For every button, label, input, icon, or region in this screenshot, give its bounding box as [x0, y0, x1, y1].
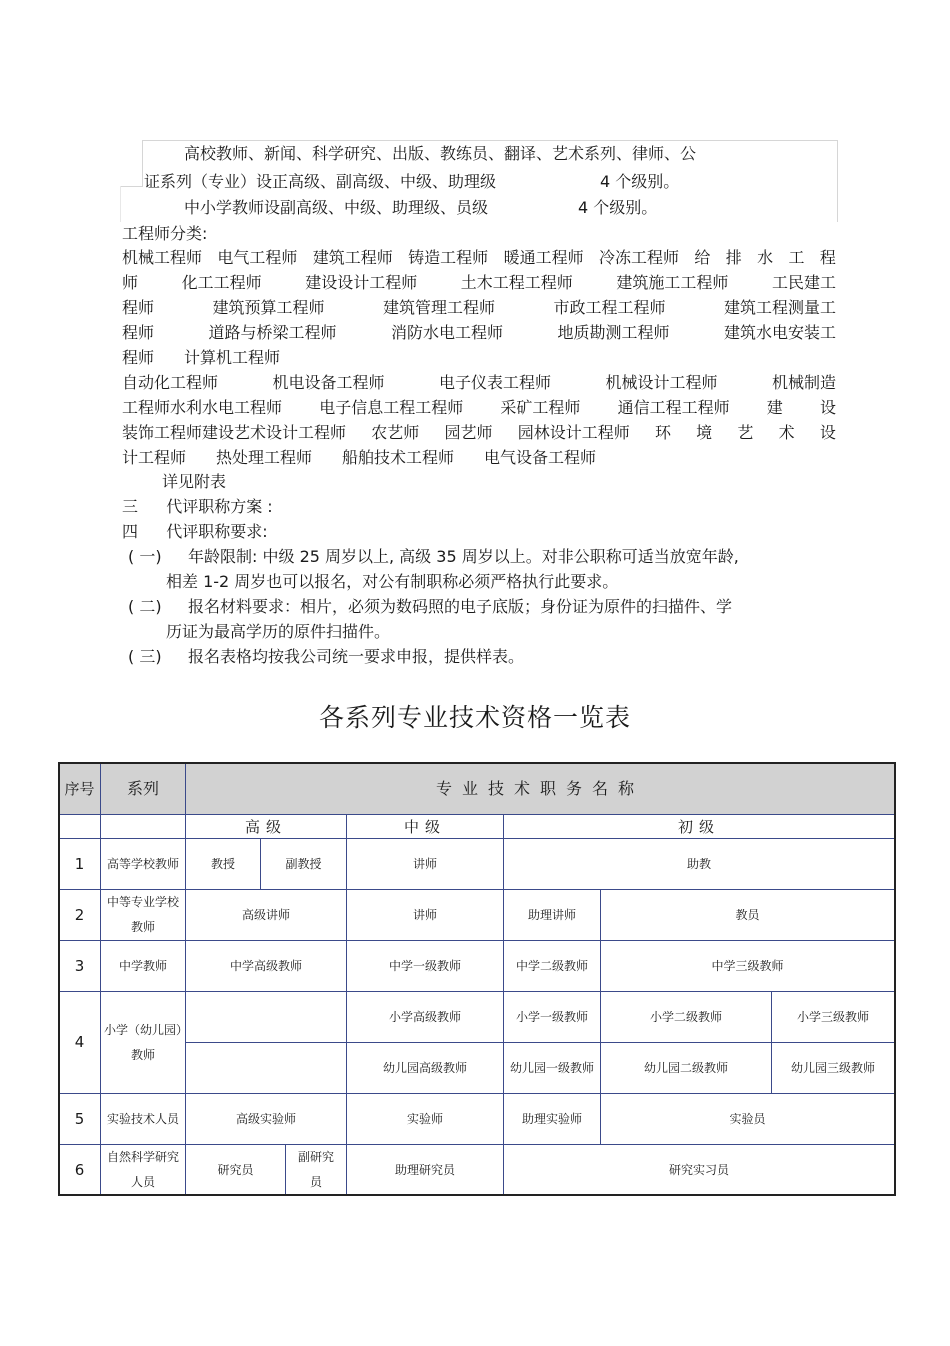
engineer-type: 电子信息工程工程师 [319, 398, 464, 417]
intro-line-1: 高校教师、新闻、科学研究、出版、教练员、翻译、艺术系列、律师、公 [184, 144, 697, 163]
cell-middle: 助理研究员 [347, 1145, 504, 1196]
engineer-type: 计算机工程师 [184, 348, 281, 367]
table-row [59, 1145, 895, 1196]
engineer-type: 电子仪表工程师 [438, 373, 551, 392]
engineer-type: 农艺师 [371, 423, 420, 442]
engineer-type: 设 [819, 398, 836, 417]
cell-senior: 高级实验师 [186, 1094, 347, 1145]
engineer-list-line [122, 298, 836, 318]
section-3 [122, 497, 273, 517]
intro-line-2-levels: 4 个级别。 [600, 172, 680, 191]
row-number: 2 [59, 890, 101, 941]
engineer-type: 建筑工程师 [312, 248, 393, 267]
engineer-type: 通信工程工程师 [617, 398, 730, 417]
requirement-1-line-1: 年龄限制: 中级 25 周岁以上, 高级 35 周岁以上。对非公职称可适当放宽年龄, [188, 547, 739, 566]
engineer-type: 境 [696, 423, 713, 442]
cell-junior-2: 小学二级教师 [601, 992, 772, 1043]
section-4-number: 四 [122, 522, 139, 541]
engineer-type: 师 [122, 273, 139, 292]
cell-senior-empty [186, 1043, 347, 1094]
engineer-type: 排 [725, 248, 742, 267]
table-header-row [59, 763, 895, 815]
engineer-type: 机械设计工程师 [605, 373, 718, 392]
row-number: 6 [59, 1145, 101, 1196]
cell-senior: 高级讲师 [186, 890, 347, 941]
engineer-type: 环 [654, 423, 671, 442]
engineer-type: 建 [766, 398, 783, 417]
cell-junior: 教员 [601, 890, 895, 941]
engineer-list-line [122, 273, 836, 293]
cell-junior-2: 幼儿园二级教师 [601, 1043, 772, 1094]
engineer-type: 艺 [737, 423, 754, 442]
engineer-list-line [122, 373, 836, 393]
requirement-1-line-2: 相差 1-2 周岁也可以报名，对公有制职称必须严格执行此要求。 [166, 572, 619, 591]
cell-middle: 实验师 [347, 1094, 504, 1145]
header-series: 系列 [101, 763, 186, 815]
level-junior: 初级 [504, 815, 895, 839]
engineer-type: 电气工程师 [217, 248, 298, 267]
engineer-list-line [122, 323, 836, 343]
intro-box [120, 140, 838, 222]
qualification-table [58, 762, 895, 1196]
cell-middle: 中学一级教师 [347, 941, 504, 992]
engineer-type: 建筑预算工程师 [212, 298, 325, 317]
requirement-3-number: ( 三) [128, 647, 162, 666]
engineer-type: 电气设备工程师 [484, 448, 597, 467]
engineer-type: 程师 [122, 323, 155, 342]
cell-senior: 教授 [186, 839, 261, 890]
engineer-type: 道路与桥梁工程师 [208, 323, 337, 342]
row-series: 中学教师 [101, 941, 186, 992]
cell-assistant: 助理讲师 [504, 890, 601, 941]
engineer-type: 建筑施工工程师 [616, 273, 729, 292]
engineer-list-line [122, 398, 836, 418]
row-number: 3 [59, 941, 101, 992]
level-middle: 中级 [347, 815, 504, 839]
cell-junior: 助教 [504, 839, 895, 890]
row-series: 中等专业学校教师 [101, 890, 186, 941]
cell-junior-3: 幼儿园三级教师 [772, 1043, 895, 1094]
engineer-type: 热处理工程师 [216, 448, 313, 467]
cell-assistant: 中学二级教师 [504, 941, 601, 992]
cell-assistant: 幼儿园一级教师 [504, 1043, 601, 1094]
table-row [59, 1094, 895, 1145]
engineer-list-line [122, 248, 836, 268]
intro-line-3: 中小学教师设副高级、中级、助理级、员级 [184, 198, 489, 217]
header-seq: 序号 [59, 763, 101, 815]
cell-senior: 研究员 [217, 1162, 254, 1177]
row-series: 小学（幼儿园）教师 [101, 992, 186, 1094]
level-senior: 高级 [186, 815, 347, 839]
cell-assistant: 助理实验师 [504, 1094, 601, 1145]
row-number: 1 [59, 839, 101, 890]
engineer-type: 术 [778, 423, 795, 442]
engineer-type: 建筑水电安装工 [723, 323, 836, 342]
cell-junior: 研究实习员 [504, 1145, 895, 1196]
section-4 [122, 522, 268, 542]
engineer-type: 机电设备工程师 [272, 373, 385, 392]
engineer-type: 园艺师 [444, 423, 493, 442]
row-number: 5 [59, 1094, 101, 1145]
cell-junior: 中学三级教师 [601, 941, 895, 992]
cell-associate-senior: 副教授 [261, 839, 347, 890]
cell-assistant: 小学一级教师 [504, 992, 601, 1043]
cell-middle: 讲师 [347, 839, 504, 890]
cell-senior-split [186, 1145, 347, 1196]
engineer-type: 工 [788, 248, 805, 267]
row-series: 自然科学研究人员 [101, 1145, 186, 1196]
section-3-number: 三 [122, 497, 139, 516]
engineer-type: 水 [757, 248, 774, 267]
engineer-list-line [122, 448, 596, 468]
engineer-type: 建设设计工程师 [305, 273, 418, 292]
cell-senior: 中学高级教师 [186, 941, 347, 992]
intro-line-2: 证系列（专业）设正高级、副高级、中级、助理级 [144, 172, 497, 191]
engineer-type: 自动化工程师 [122, 373, 219, 392]
table-row [59, 890, 895, 941]
row-series: 高等学校教师 [101, 839, 186, 890]
header-titles: 专业技术职务名称 [186, 763, 895, 815]
table-row [59, 839, 895, 890]
engineer-type: 消防水电工程师 [390, 323, 503, 342]
engineer-type: 程师 [122, 348, 155, 367]
level-row [59, 815, 895, 839]
see-appendix: 详见附表 [162, 472, 227, 491]
cell-senior-empty [186, 992, 347, 1043]
requirement-2-line-1: 报名材料要求：相片，必须为数码照的电子底版；身份证为原件的扫描件、学 [188, 597, 733, 616]
table-title: 各系列专业技术资格一览表 [318, 703, 631, 732]
engineer-type: 建筑管理工程师 [382, 298, 495, 317]
cell-associate-senior: 副研究员 [285, 1145, 346, 1195]
cell-middle: 幼儿园高级教师 [347, 1043, 504, 1094]
engineer-type: 铸造工程师 [408, 248, 489, 267]
engineer-type: 冷冻工程师 [598, 248, 679, 267]
section-3-text: 代评职称方案 : [166, 497, 273, 516]
engineer-type: 园林设计工程师 [517, 423, 630, 442]
engineer-type: 暖通工程师 [503, 248, 584, 267]
table-row [59, 992, 895, 1043]
table-row [59, 941, 895, 992]
engineer-type: 船舶技术工程师 [342, 448, 455, 467]
engineer-type: 化工工程师 [181, 273, 262, 292]
engineer-type: 程 [819, 248, 836, 267]
row-series: 实验技术人员 [101, 1094, 186, 1145]
row-number: 4 [59, 992, 101, 1094]
cell-junior-3: 小学三级教师 [772, 992, 895, 1043]
requirement-1-number: ( 一) [128, 547, 162, 566]
engineer-list-line [122, 348, 280, 368]
engineer-type: 程师 [122, 298, 155, 317]
cell-junior: 实验员 [601, 1094, 895, 1145]
requirement-3-line-1: 报名表格均按我公司统一要求申报，提供样表。 [188, 647, 525, 666]
engineer-type: 地质勘测工程师 [557, 323, 670, 342]
requirement-2-line-2: 历证为最高学历的原件扫描件。 [166, 622, 391, 641]
engineer-heading: 工程师分类: [122, 224, 208, 243]
engineer-type: 给 [694, 248, 711, 267]
cell-middle: 讲师 [347, 890, 504, 941]
engineer-type: 建筑工程测量工 [723, 298, 836, 317]
engineer-type: 机械制造 [771, 373, 836, 392]
cell-middle: 小学高级教师 [347, 992, 504, 1043]
requirement-2-number: ( 二) [128, 597, 162, 616]
intro-line-3-levels: 4 个级别。 [578, 198, 658, 217]
engineer-type: 工民建工 [771, 273, 836, 292]
engineer-type: 装饰工程师建设艺术设计工程师 [122, 423, 347, 442]
section-4-text: 代评职称要求: [166, 522, 268, 541]
engineer-type: 机械工程师 [122, 248, 203, 267]
engineer-list-line [122, 423, 836, 443]
engineer-type: 采矿工程师 [500, 398, 581, 417]
engineer-type: 计工程师 [122, 448, 187, 467]
engineer-type: 土木工程工程师 [460, 273, 573, 292]
engineer-type: 市政工程工程师 [553, 298, 666, 317]
engineer-type: 设 [819, 423, 836, 442]
engineer-type: 工程师水利水电工程师 [122, 398, 283, 417]
